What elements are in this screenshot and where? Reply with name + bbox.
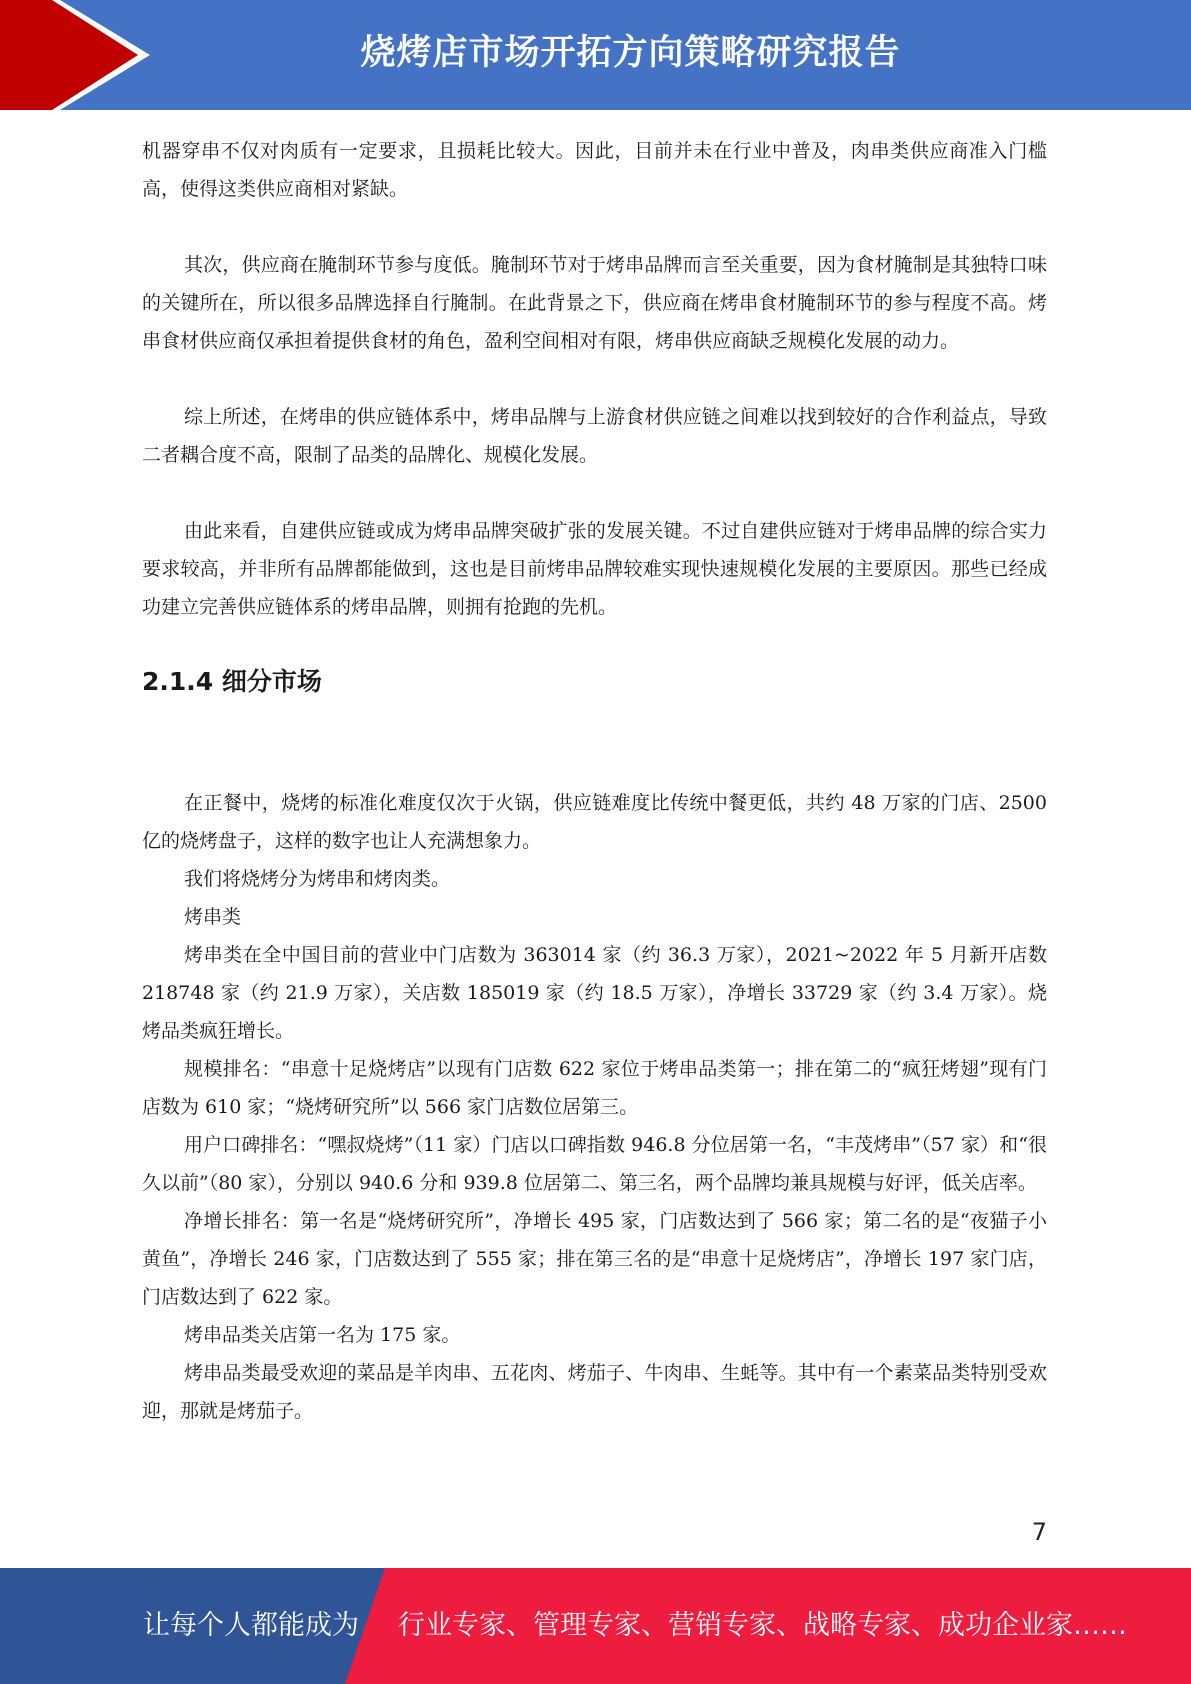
paragraph: 用户口碑排名：“嘿叔烧烤”（11 家）门店以口碑指数 946.8 分位居第一名，“丰茂烤串”（57 家）和“很久以前”（80 家），分别以 940.6 分和 939.8 位居第二、第三名，两个品牌均兼具规模与好评，低关店率。 — [142, 1134, 1047, 1194]
paragraph: 净增长排名：第一名是“烧烤研究所”，净增长 495 家，门店数达到了 566 家；第二名的是“夜猫子小黄鱼”，净增长 246 家，门店数达到了 555 家；排在第三名的是“串意十足烧烤店”，净增长 197 家门店，门店数达到了 622 家。 — [142, 1210, 1047, 1308]
section-heading: 2.1.4 细分市场 — [142, 667, 322, 696]
subheading-text: 烤串类 — [184, 906, 242, 928]
footer-slogan-right: 行业专家、管理专家、营销专家、战略专家、成功企业家…… — [398, 1610, 1127, 1641]
paragraph: 机器穿串不仅对肉质有一定要求，且损耗比较大。因此，目前并未在行业中普及，肉串类供应商准入门槛高，使得这类供应商相对紧缺。 — [142, 140, 1047, 200]
paragraph: 由此来看，自建供应链或成为烤串品牌突破扩张的发展关键。不过自建供应链对于烤串品牌的综合实力要求较高，并非所有品牌都能做到，这也是目前烤串品牌较难实现快速规模化发展的主要原因。那些已经成功建立完善供应链体系的烤串品牌，则拥有抢跑的先机。 — [142, 520, 1047, 618]
page-number: 7 — [1031, 1518, 1047, 1546]
paragraph: 在正餐中，烧烤的标准化难度仅次于火锅，供应链难度比传统中餐更低，共约 48 万家的门店、2500 亿的烧烤盘子，这样的数字也让人充满想象力。 — [142, 792, 1047, 852]
paragraph: 综上所述，在烤串的供应链体系中，烤串品牌与上游食材供应链之间难以找到较好的合作利益点，导致二者耦合度不高，限制了品类的品牌化、规模化发展。 — [142, 406, 1047, 466]
page-footer — [0, 1568, 1191, 1684]
report-title: 烧烤店市场开拓方向策略研究报告 — [360, 33, 901, 73]
document-body — [142, 132, 1047, 1430]
footer-slogan-left: 让每个人都能成为 — [143, 1610, 359, 1641]
paragraph: 我们将烧烤分为烤串和烤肉类。 — [184, 868, 451, 890]
paragraph: 烤串类在全中国目前的营业中门店数为 363014 家（约 36.3 万家），2021~2022 年 5 月新开店数 218748 家（约 21.9 万家），关店数 185019 家（约 18.5 万家），净增长 33729 家（约 3.4 万家）。烧烤品类疯狂增长。 — [142, 944, 1047, 1042]
paragraph: 其次，供应商在腌制环节参与度低。腌制环节对于烤串品牌而言至关重要，因为食材腌制是其独特口味的关键所在，所以很多品牌选择自行腌制。在此背景之下，供应商在烤串食材腌制环节的参与程度不高。烤串食材供应商仅承担着提供食材的角色，盈利空间相对有限，烤串供应商缺乏规模化发展的动力。 — [142, 254, 1047, 352]
paragraph: 烤串品类关店第一名为 175 家。 — [184, 1324, 461, 1346]
paragraph: 烤串品类最受欢迎的菜品是羊肉串、五花肉、烤茄子、牛肉串、生蚝等。其中有一个素菜品类特别受欢迎，那就是烤茄子。 — [142, 1362, 1047, 1422]
page-header — [0, 0, 1191, 110]
paragraph: 规模排名：“串意十足烧烤店”以现有门店数 622 家位于烤串品类第一；排在第二的“疯狂烤翅”现有门店数为 610 家；“烧烤研究所”以 566 家门店数位居第三。 — [142, 1058, 1047, 1118]
